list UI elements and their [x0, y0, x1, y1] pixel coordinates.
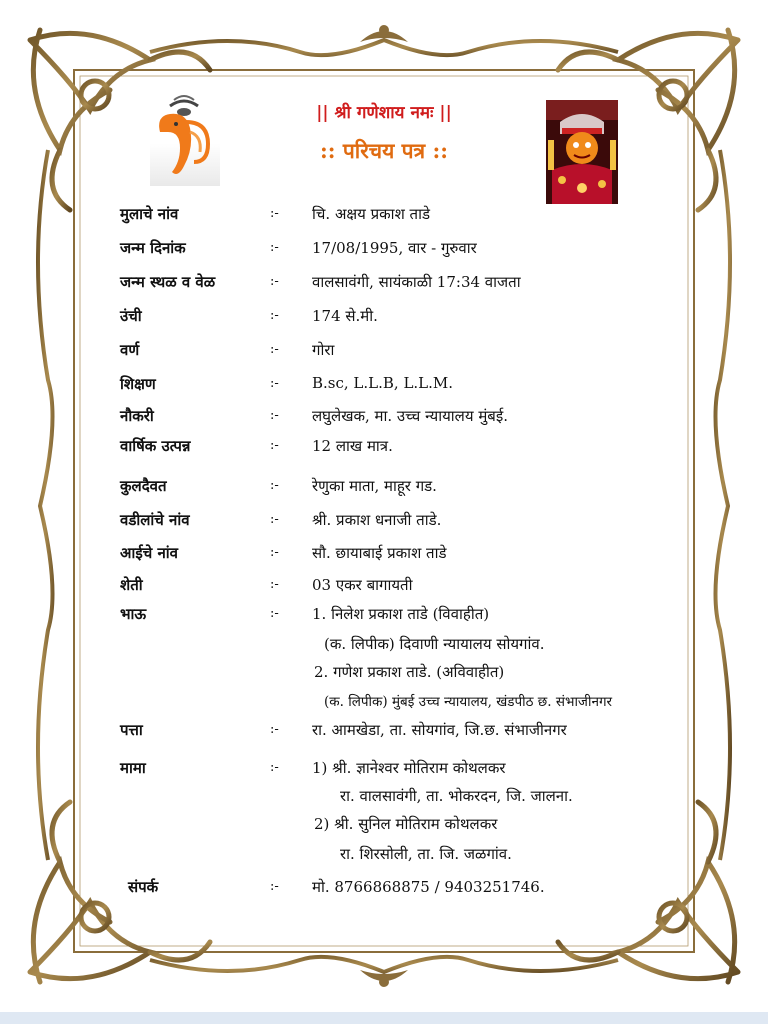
field-separator: :- [270, 206, 279, 221]
field-row-family-deity [0, 476, 768, 502]
uncle-2-address: रा. शिरसोली, ता. जि. जळगांव. [340, 845, 512, 863]
field-separator: :- [270, 545, 279, 560]
field-value: 03 एकर बागायती [312, 576, 413, 594]
field-value: रेणुका माता, माहूर गड. [312, 477, 437, 495]
bottom-strip [0, 1012, 768, 1024]
field-label: जन्म दिनांक [120, 239, 186, 257]
ganesh-logo [150, 92, 220, 186]
uncle-2-name: 2) श्री. सुनिल मोतिराम कोथलकर [314, 815, 498, 833]
field-label: आईचे नांव [120, 544, 178, 562]
field-value: 174 से.मी. [312, 307, 378, 325]
field-value: B.sc, L.L.B, L.L.M. [312, 374, 454, 392]
field-label: मुलाचे नांव [120, 205, 179, 223]
field-value: रा. आमखेडा, ता. सोयगांव, जि.छ. संभाजीनगर [312, 721, 567, 739]
field-row-education [0, 374, 768, 400]
field-row-height [0, 306, 768, 332]
field-value: 12 लाख मात्र. [312, 437, 393, 455]
field-separator: :- [270, 308, 279, 323]
field-label: शिक्षण [120, 375, 156, 393]
field-row-farming [0, 575, 768, 601]
deity-photo [546, 100, 618, 204]
field-label: भाऊ [120, 605, 147, 623]
field-row-brothers [0, 604, 768, 630]
brother-1-detail: (क. लिपीक) दिवाणी न्यायालय सोयगांव. [324, 635, 545, 653]
field-value: श्री. प्रकाश धनाजी ताडे. [312, 511, 442, 529]
field-separator: :- [270, 376, 279, 391]
field-row-mother-name [0, 543, 768, 569]
field-separator: :- [270, 722, 279, 737]
field-label: मामा [120, 759, 146, 777]
field-row-complexion [0, 340, 768, 366]
field-label: वर्ण [120, 341, 140, 359]
field-label: संपर्क [128, 878, 159, 896]
uncle-1-address: रा. वालसावंगी, ता. भोकरदन, जि. जालना. [340, 787, 573, 805]
field-separator: :- [270, 274, 279, 289]
field-row-boy-name [0, 204, 768, 230]
field-separator: :- [270, 438, 279, 453]
field-separator: :- [270, 606, 279, 621]
field-row-birth-place-time [0, 272, 768, 298]
field-separator: :- [270, 342, 279, 357]
field-separator: :- [270, 478, 279, 493]
field-row-annual-income [0, 436, 768, 462]
field-label: कुलदैवत [120, 477, 167, 495]
document-title: :: परिचय पत्र :: [320, 138, 448, 163]
field-separator: :- [270, 577, 279, 592]
field-label: वडीलांचे नांव [120, 511, 190, 529]
field-separator: :- [270, 240, 279, 255]
field-row-address [0, 720, 768, 746]
field-separator: :- [270, 760, 279, 775]
field-separator: :- [270, 512, 279, 527]
field-label: उंची [120, 307, 142, 325]
field-value: 1. निलेश प्रकाश ताडे (विवाहीत) [312, 605, 490, 623]
brother-2-detail: (क. लिपीक) मुंबई उच्च न्यायालय, खंडपीठ छ. संभाजीनगर [324, 694, 613, 710]
field-separator: :- [270, 408, 279, 423]
brother-2-name: 2. गणेश प्रकाश ताडे. (अविवाहीत) [314, 663, 505, 681]
invocation-text: || श्री गणेशाय नमः || [316, 103, 452, 123]
field-row-job [0, 406, 768, 432]
field-value: सौ. छायाबाई प्रकाश ताडे [312, 544, 447, 562]
field-value: मो. 8766868875 / 9403251746. [312, 878, 545, 896]
field-row-contact [0, 877, 768, 903]
field-row-birth-date [0, 238, 768, 264]
field-value: 17/08/1995, वार - गुरुवार [312, 239, 477, 257]
field-label: जन्म स्थळ व वेळ [120, 273, 216, 291]
field-row-maternal-uncle [0, 758, 768, 784]
field-value: लघुलेखक, मा. उच्च न्यायालय मुंबई. [312, 407, 508, 425]
field-separator: :- [270, 879, 279, 894]
field-value: चि. अक्षय प्रकाश ताडे [312, 205, 430, 223]
field-value: 1) श्री. ज्ञानेश्वर मोतिराम कोथलकर [312, 759, 506, 777]
field-label: पत्ता [120, 721, 143, 739]
field-label: वार्षिक उत्पन्न [120, 437, 191, 455]
field-value: वालसावंगी, सायंकाळी 17:34 वाजता [312, 273, 521, 291]
field-label: शेती [120, 576, 143, 594]
field-row-father-name [0, 510, 768, 536]
field-value: गोरा [312, 341, 335, 359]
field-label: नौकरी [120, 407, 154, 425]
